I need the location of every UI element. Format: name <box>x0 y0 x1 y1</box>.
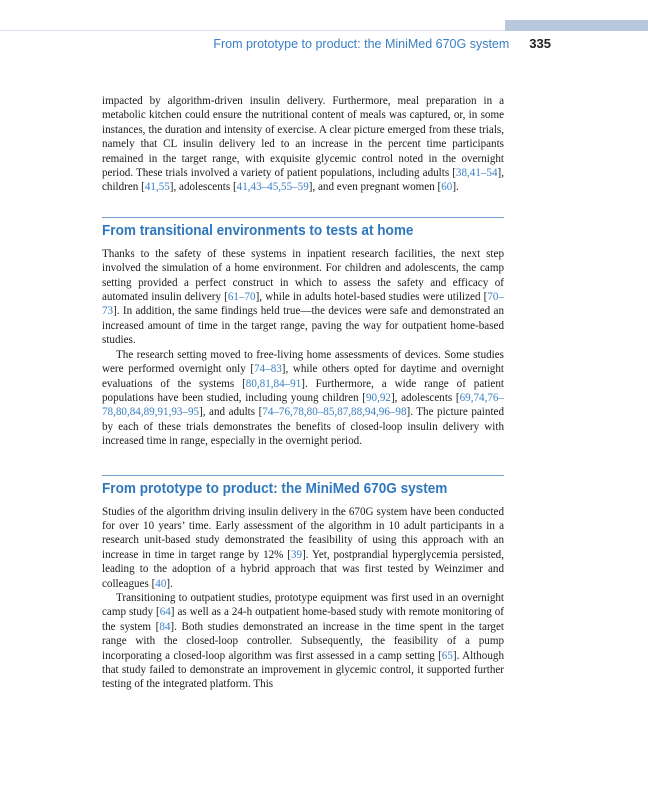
text-run: ]. In addition, the same findings held true—the devices were safe and demonstrated an increased amount of time in the target range, paving the way for outpatient home-based studies. <box>102 305 504 347</box>
text-run: ]. Furthermore, a wide range of patient populations have been studied, including young children [ <box>102 377 504 404</box>
text-run: ]. <box>166 577 173 590</box>
section-heading: From prototype to product: the MiniMed 670G system <box>102 480 448 497</box>
text-run: ] as well as a 24-h outpatient home-based study with remote monitoring of the system [ <box>102 606 505 633</box>
section-rule <box>102 217 504 218</box>
section-home-tests <box>102 217 504 449</box>
text-run: ]. <box>452 181 459 194</box>
text-run: Transitioning to outpatient studies, prototype equipment was first used in an overnight camp study [ <box>102 591 504 619</box>
citation-link[interactable]: 41,43–45,55–59 <box>236 181 309 194</box>
text-run: ], and adults [ <box>199 406 263 419</box>
text-run: ]. Yet, postprandial hyperglycemia persisted, leading to the adoption of a hybrid approach that was first tested by Weinzimer and colleagues [ <box>102 548 504 590</box>
citation-link[interactable]: 41,55 <box>144 181 170 194</box>
text-run: impacted by algorithm-driven insulin delivery. Furthermore, meal preparation in a metabolic kitchen could ensure the nutritional content of meals was captured, or, in some instances, the duration and intensity of exercise. A clear picture emerged from these trials, namely that CL insulin delivery led to an increase in the percent time participants remained in the target range, with exquisite glycemic control noted in the overnight period. These trials involved a variety of patient populations, including adults [ <box>102 95 504 180</box>
citation-link[interactable]: 84 <box>159 620 171 633</box>
section1-paragraph-1 <box>102 247 504 348</box>
citation-link[interactable]: 69,74,76–78,80,84,89,91,93–95 <box>102 391 504 419</box>
section1-paragraph-2 <box>102 348 504 449</box>
text-run: Studies of the algorithm driving insulin delivery in the 670G system have been conducted for over 10 years’ time. Early assessment of the algorithm in 10 adult participants in a research unit-based study demonstrated the feasibility of using this approach with an increase in time in target range by 12% [ <box>102 505 504 561</box>
citation-link[interactable]: 90,92 <box>365 391 391 404</box>
running-title: From prototype to product: the MiniMed 670G system <box>213 37 510 51</box>
citation-link[interactable]: 74–76,78,80–85,87,88,94,96–98 <box>262 406 407 419</box>
text-run: ], and even pregnant women [ <box>308 181 442 194</box>
text-run: Thanks to the safety of these systems in inpatient research facilities, the next step involved the simulation of a home environment. For children and adolescents, the camp setting provided a perfect construct in which to assess the safety and efficacy of automated insulin delivery [ <box>102 247 504 304</box>
citation-link[interactable]: 38,41–54 <box>455 167 498 180</box>
text-run: ], children [ <box>102 167 504 194</box>
citation-link[interactable]: 80,81,84–91 <box>245 377 302 390</box>
text-run: ]. Although that study failed to demonstrate an improvement in glycemic control, it supported further testing of the integrated platform. This <box>102 649 504 691</box>
section-minimed-670g <box>102 475 504 692</box>
text-run: ], while others opted for daytime and overnight evaluations of the systems [ <box>102 363 504 390</box>
section-heading: From transitional environments to tests at home <box>102 222 414 239</box>
text-run: ], adolescents [ <box>390 391 460 404</box>
page-number: 335 <box>529 36 551 51</box>
page-body <box>102 94 504 692</box>
citation-link[interactable]: 70–73 <box>102 291 504 318</box>
section2-paragraph-1 <box>102 505 504 591</box>
text-run: The research setting moved to free-living home assessments of devices. Some studies were performed overnight only [ <box>102 348 504 376</box>
citation-link[interactable]: 65 <box>441 649 453 662</box>
corner-tab <box>505 20 648 31</box>
citation-link[interactable]: 40 <box>155 577 167 590</box>
text-run: ]. Both studies demonstrated an increase in the time spent in the target range with the closed-loop controller. Subsequently, the feasibility of a pump incorporating a closed-loop algorithm was first assessed in a camp setting [ <box>102 620 504 662</box>
text-run: ], adolescents [ <box>169 181 237 194</box>
citation-link[interactable]: 39 <box>290 548 303 561</box>
citation-link[interactable]: 74–83 <box>254 363 282 376</box>
citation-link[interactable]: 61–70 <box>227 291 256 304</box>
section2-paragraph-2 <box>102 591 504 692</box>
text-run: ]. The picture painted by each of these trials demonstrates the benefits of closed-loop insulin delivery with increased time in range, especially in the overnight period. <box>102 406 504 448</box>
intro-paragraph <box>102 94 504 195</box>
citation-link[interactable]: 60 <box>441 181 453 194</box>
citation-link[interactable]: 64 <box>159 606 171 619</box>
text-run: ], while in adults hotel-based studies were utilized [ <box>255 291 488 304</box>
section-rule <box>102 475 504 476</box>
running-header <box>0 36 551 51</box>
